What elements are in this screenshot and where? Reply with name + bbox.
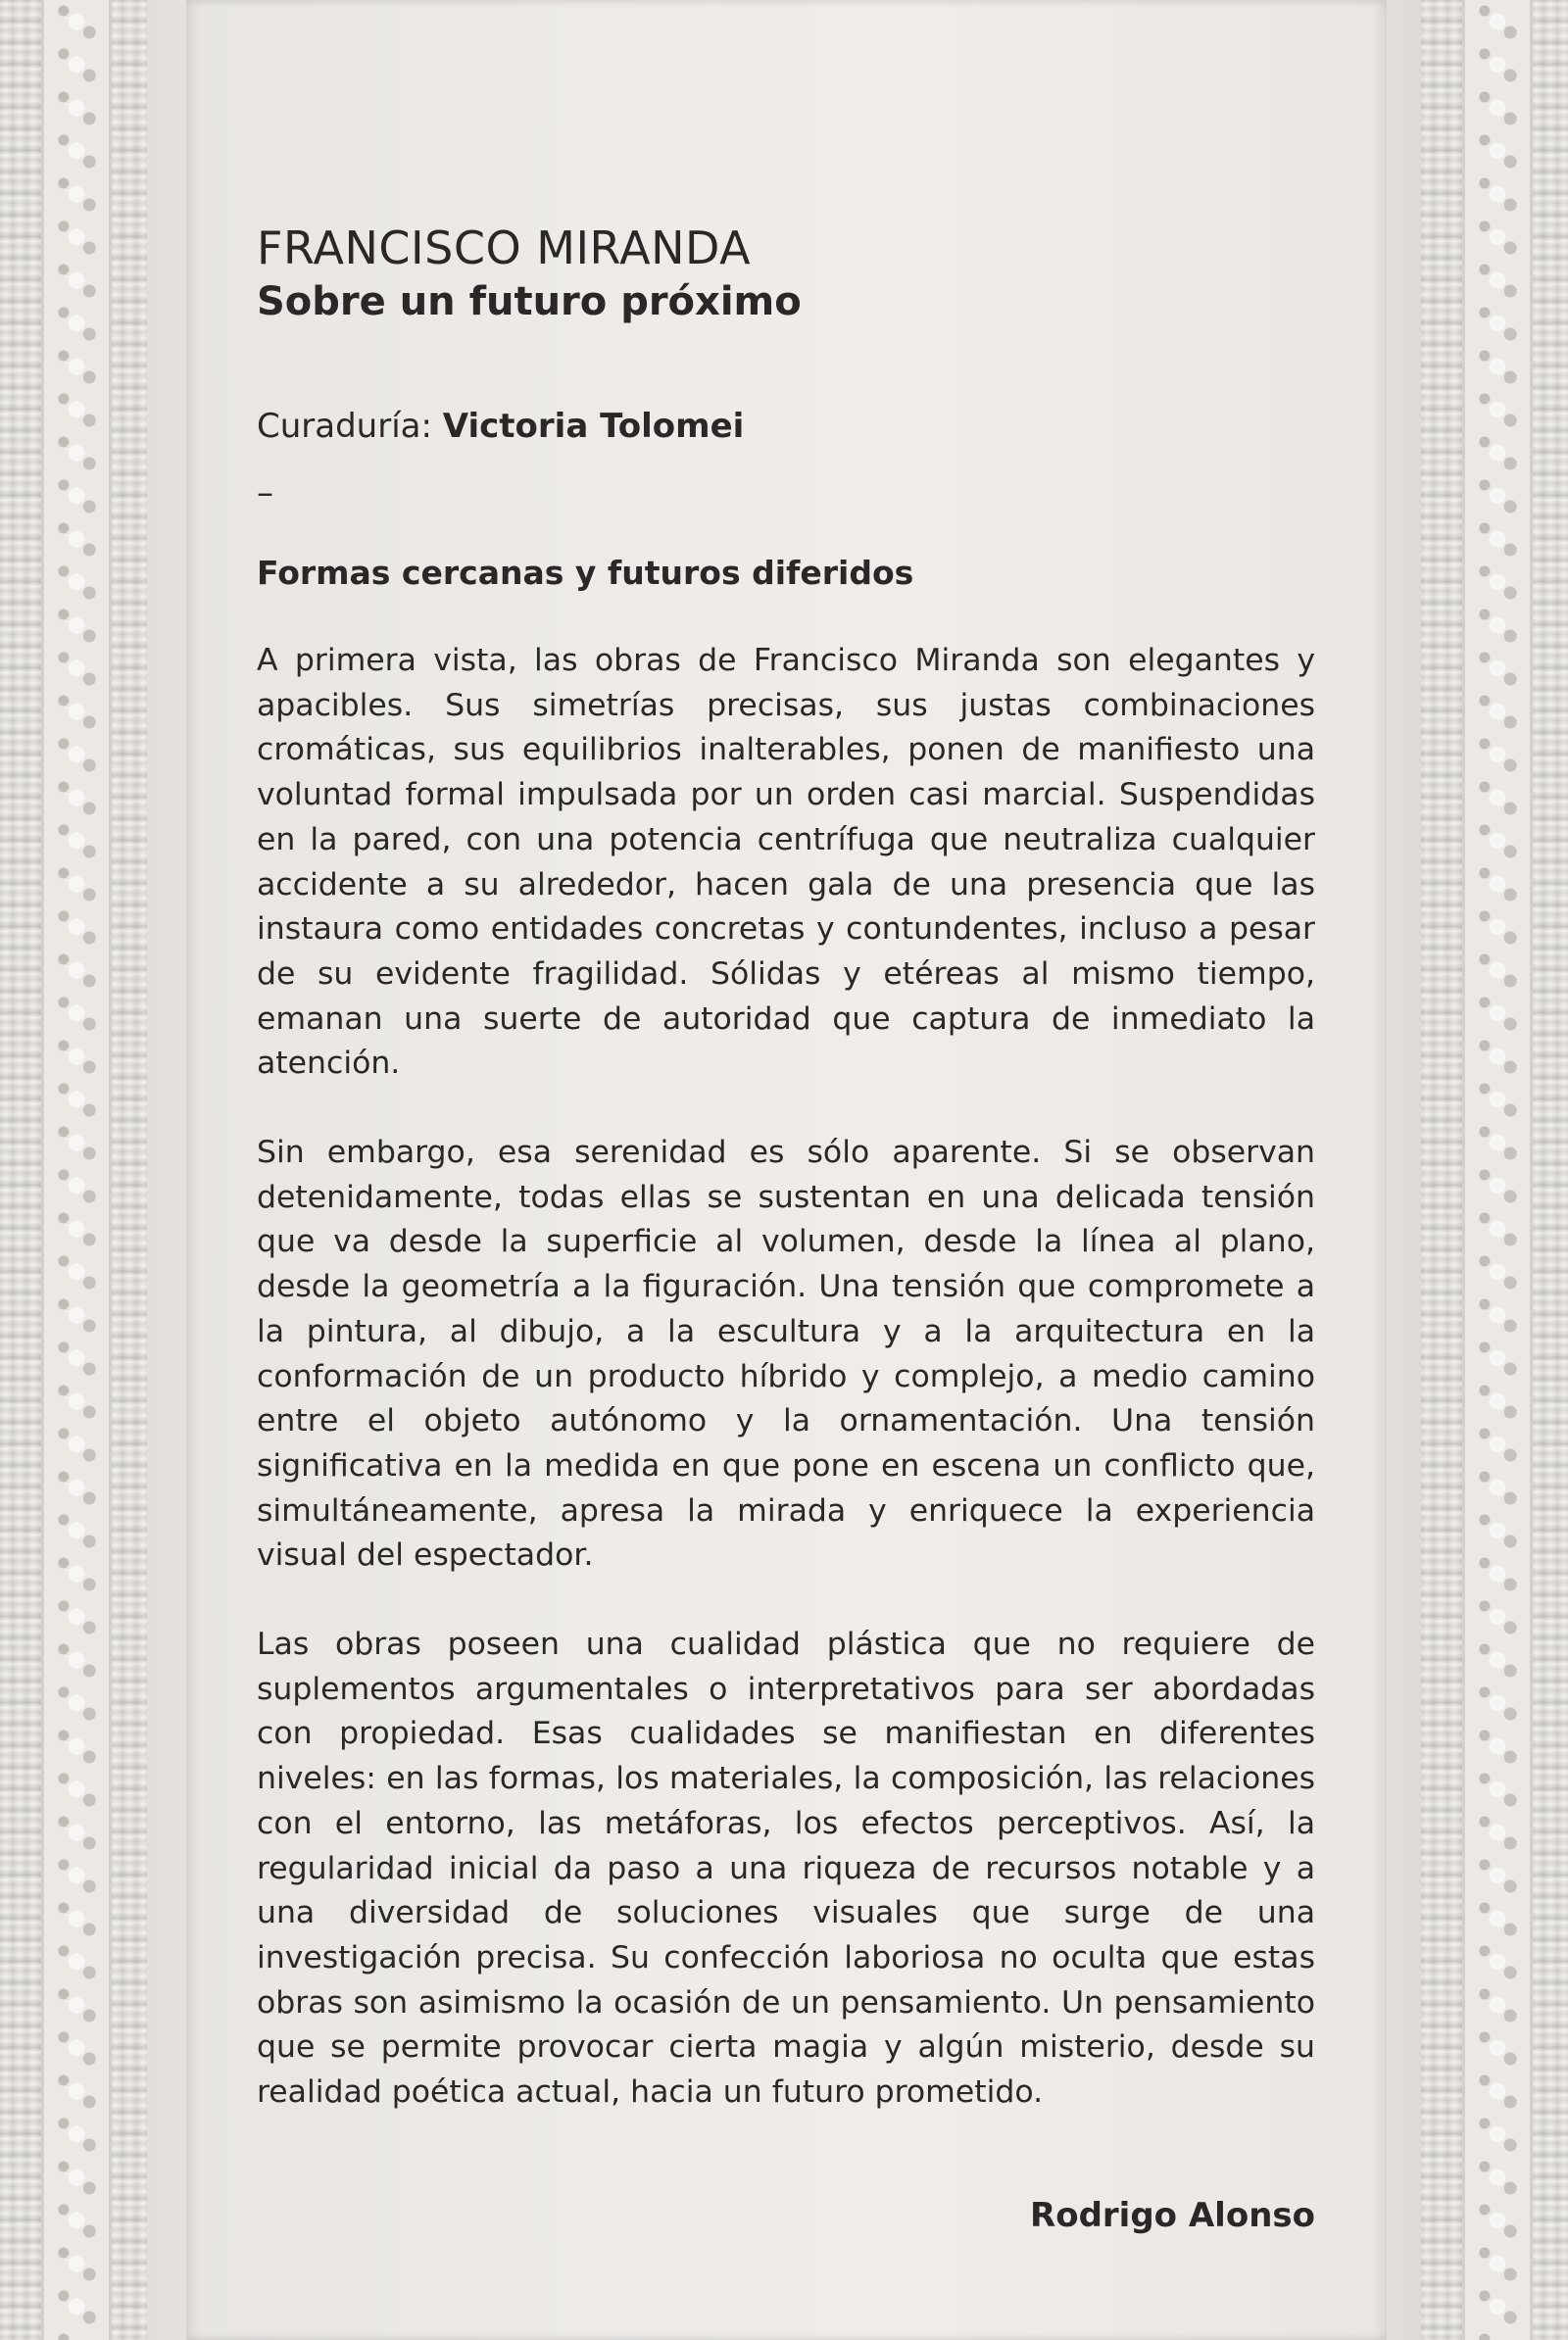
curator-name: Victoria Tolomei: [442, 407, 745, 446]
separator-dash: –: [257, 473, 273, 512]
essay-title: Formas cercanas y futuros diferidos: [257, 554, 914, 592]
essay-paragraph-3: Las obras poseen una cualidad plástica que no requiere de suplementos argumentales o interpretativos para ser abordadas con propiedad. Esas cualidades se manifiestan en diferentes niveles: en las formas, los materiales, la composición, las relaciones con el entorno, las metáforas, los efectos perceptivos. Así, la regularidad inicial da paso a una riqueza de recursos notable y a una diversidad de soluciones visuales que surge de una investigación precisa. Su confección laboriosa no oculta que estas obras son asimismo la ocasión de un pensamiento. Un pensamiento que se permite provocar cierta magia y algún misterio, desde su realidad poética actual, hacia un futuro prometido.: [257, 1627, 1315, 2111]
exhibition-placard: [257, 220, 1315, 2237]
artist-name: FRANCISCO MIRANDA: [257, 221, 752, 274]
right-molding-relief: [1462, 0, 1533, 2340]
essay-paragraph-2: Sin embargo, esa serenidad es sólo aparente. Si se observan detenidamente, todas ellas se sustentan en una delicada tensión que va desde la superficie al volumen, desde la línea al plano, desde la geometría a la figuración. Una tensión que compromete a la pintura, al dibujo, a la escultura y a la arquitectura en la conformación de un producto híbrido y complejo, a medio camino entre el objeto autónomo y la ornamentación. Una tensión significativa en la medida en que pone en escena un conflicto que, simultáneamente, apresa la mirada y enriquece la experiencia visual del espectador.: [257, 1135, 1315, 1574]
exhibition-title: Sobre un futuro próximo: [257, 279, 802, 324]
curator-label: Curaduría:: [257, 407, 432, 446]
essay-author: Rodrigo Alonso: [1030, 2195, 1315, 2235]
essay-paragraph-1: A primera vista, las obras de Francisco Miranda son elegantes y apacibles. Sus simetrías precisas, sus justas combinaciones cromáticas, sus equilibrios inalterables, ponen de manifiesto una voluntad formal impulsada por un orden casi marcial. Suspendidas en la pared, con una potencia centrífuga que neutraliza cualquier accidente a su alrededor, hacen gala de una presencia que las instaura como entidades concretas y contundentes, incluso a pesar de su evidente fragilidad. Sólidas y etéreas al mismo tiempo, emanan una suerte de autoridad que captura de inmediato la atención.: [257, 643, 1315, 1082]
curator-credit: [257, 405, 1315, 448]
right-ornamental-molding: [1421, 0, 1568, 2340]
left-ornamental-molding: [0, 0, 147, 2340]
left-molding-relief: [41, 0, 112, 2340]
